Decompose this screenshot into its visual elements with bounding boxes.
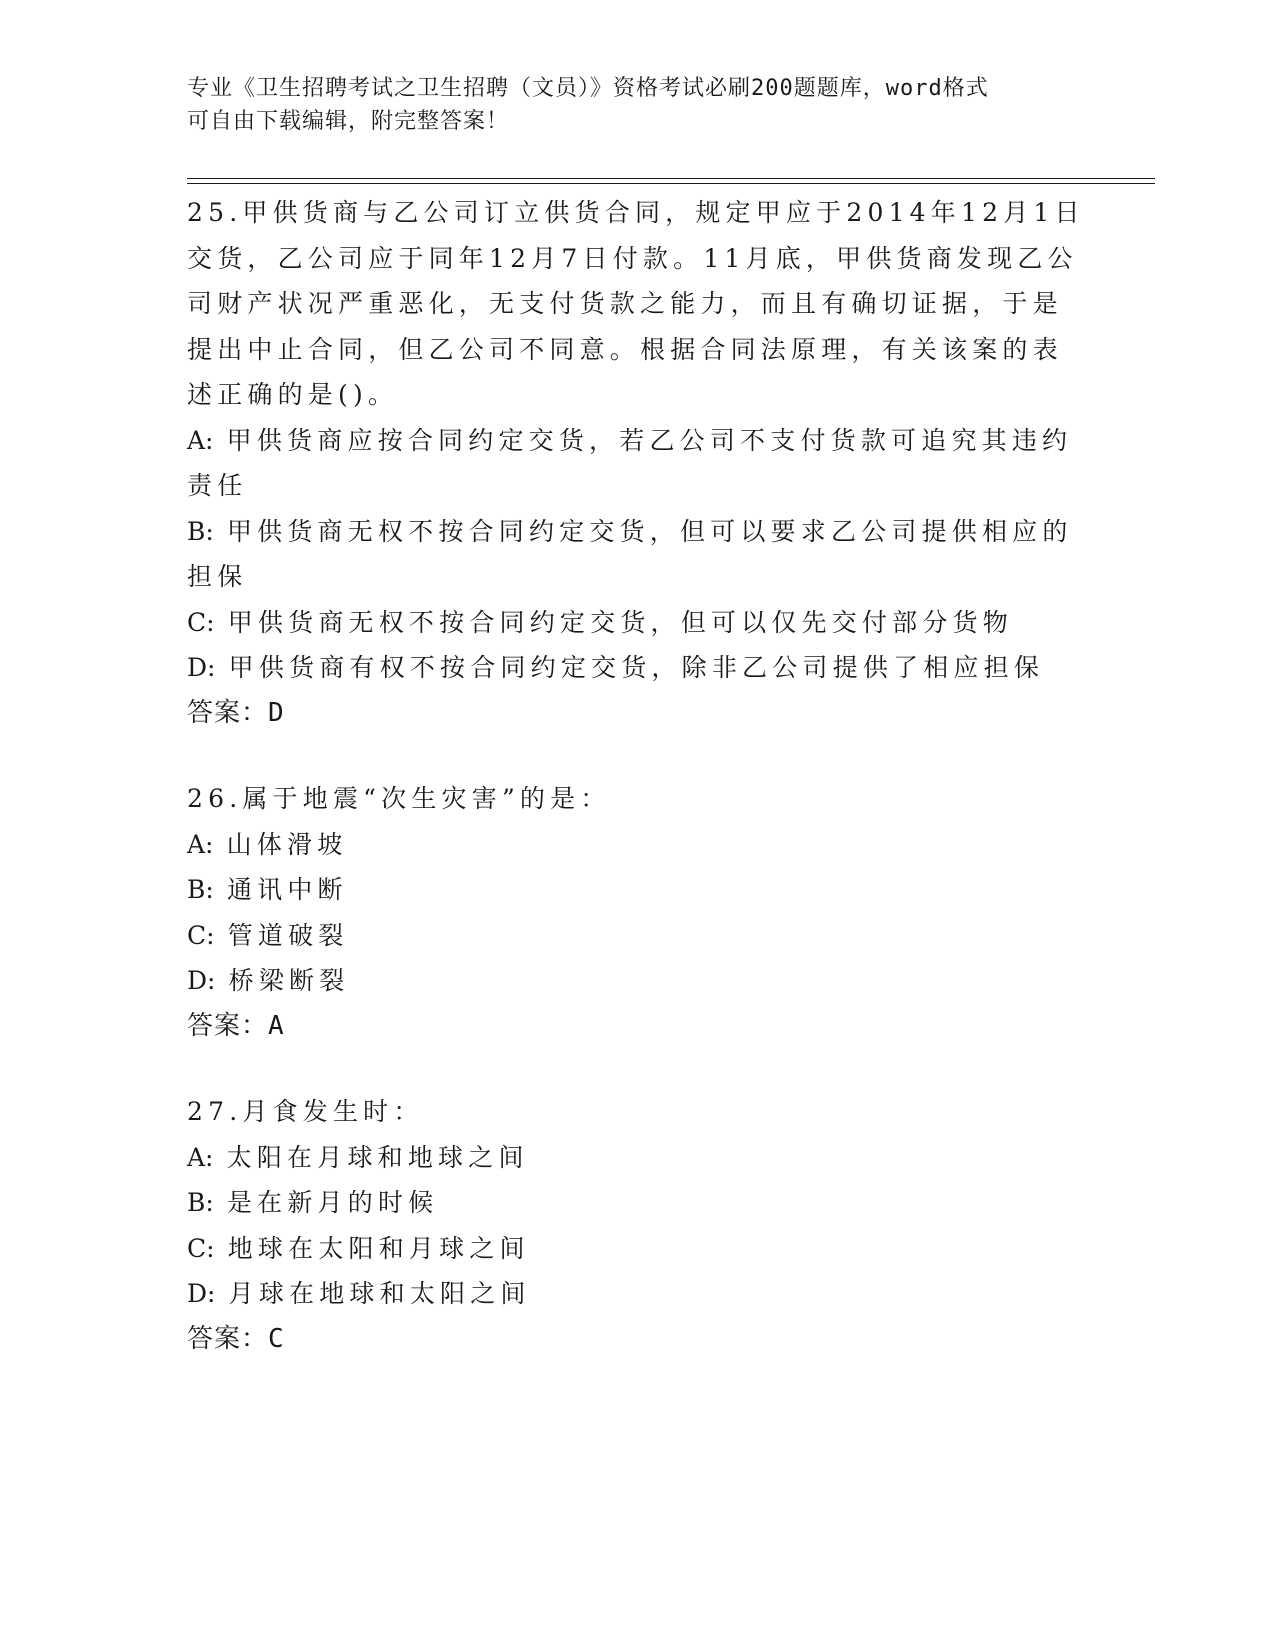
- option-text: 太阳在月球和地球之间: [226, 1142, 529, 1172]
- question-text: 26.属于地震“次生灾害”的是：: [187, 784, 611, 813]
- answer-label: 答案：D: [187, 697, 285, 728]
- option-letter: B:: [187, 516, 214, 546]
- option-letter: B:: [187, 1188, 214, 1217]
- option-a: [187, 1135, 1087, 1181]
- option-text: 桥梁断裂: [228, 966, 350, 995]
- option-text: 甲供货商无权不按合同约定交货，但可以仅先交付部分货物: [227, 607, 1013, 637]
- option-text: 通讯中断: [226, 875, 348, 904]
- option-text: 月球在地球和太阳之间: [228, 1279, 531, 1308]
- option-letter: B:: [187, 875, 214, 904]
- option-letter: C:: [187, 1233, 215, 1263]
- question-26: [187, 776, 1087, 1049]
- option-letter: C:: [187, 920, 215, 950]
- option-b: [187, 867, 1087, 913]
- option-text: 山体滑坡: [226, 829, 348, 859]
- option-text: 甲供货商无权不按合同约定交货，但可以要求乙公司提供相应的担保: [187, 516, 1073, 591]
- option-text: 甲供货商应按合同约定交货，若乙公司不支付货款可追究其违约责任: [187, 425, 1073, 500]
- question-text: 25.甲供货商与乙公司订立供货合同，规定甲应于2014年12月1日交货，乙公司应于同年12月7日付款。11月底，甲供货商发现乙公司财产状况严重恶化，无支付货款之能力，而且有确切证据，于是提出中止合同，但乙公司不同意。根据合同法原理，有关该案的表述正确的是()。: [187, 198, 1085, 409]
- option-text: 是在新月的时候: [226, 1188, 439, 1217]
- option-b: [187, 509, 1087, 600]
- option-b: [187, 1180, 1087, 1226]
- option-d: [187, 958, 1087, 1004]
- option-c: [187, 1226, 1087, 1272]
- option-d: [187, 1271, 1087, 1317]
- option-letter: A:: [187, 1142, 214, 1172]
- option-letter: A:: [187, 425, 214, 455]
- answer-label: 答案：C: [187, 1323, 285, 1354]
- option-d: [187, 645, 1087, 691]
- answer-label: 答案：A: [187, 1010, 285, 1041]
- question-list: [187, 190, 1087, 1402]
- option-letter: D:: [187, 1279, 216, 1308]
- header-line-1: 专业《卫生招聘考试之卫生招聘（文员）》资格考试必刷200题题库，word格式: [187, 76, 989, 101]
- question-27: [187, 1089, 1087, 1362]
- question-25: [187, 190, 1087, 736]
- option-text: 地球在太阳和月球之间: [227, 1233, 530, 1263]
- option-c: [187, 600, 1087, 646]
- option-c: [187, 913, 1087, 959]
- question-text: 27.月食发生时：: [187, 1097, 424, 1126]
- header-divider-bottom: [187, 183, 1155, 184]
- option-letter: D:: [187, 966, 216, 995]
- option-text: 管道破裂: [227, 920, 349, 950]
- option-a: [187, 418, 1087, 509]
- option-letter: C:: [187, 607, 215, 637]
- header-line-2: 可自由下载编辑，附完整答案！: [187, 109, 510, 134]
- header-divider-top: [187, 178, 1155, 179]
- option-a: [187, 822, 1087, 868]
- option-letter: A:: [187, 829, 214, 859]
- document-header: [187, 72, 1087, 138]
- option-text: 甲供货商有权不按合同约定交货，除非乙公司提供了相应担保: [228, 653, 1045, 682]
- option-letter: D:: [187, 653, 216, 682]
